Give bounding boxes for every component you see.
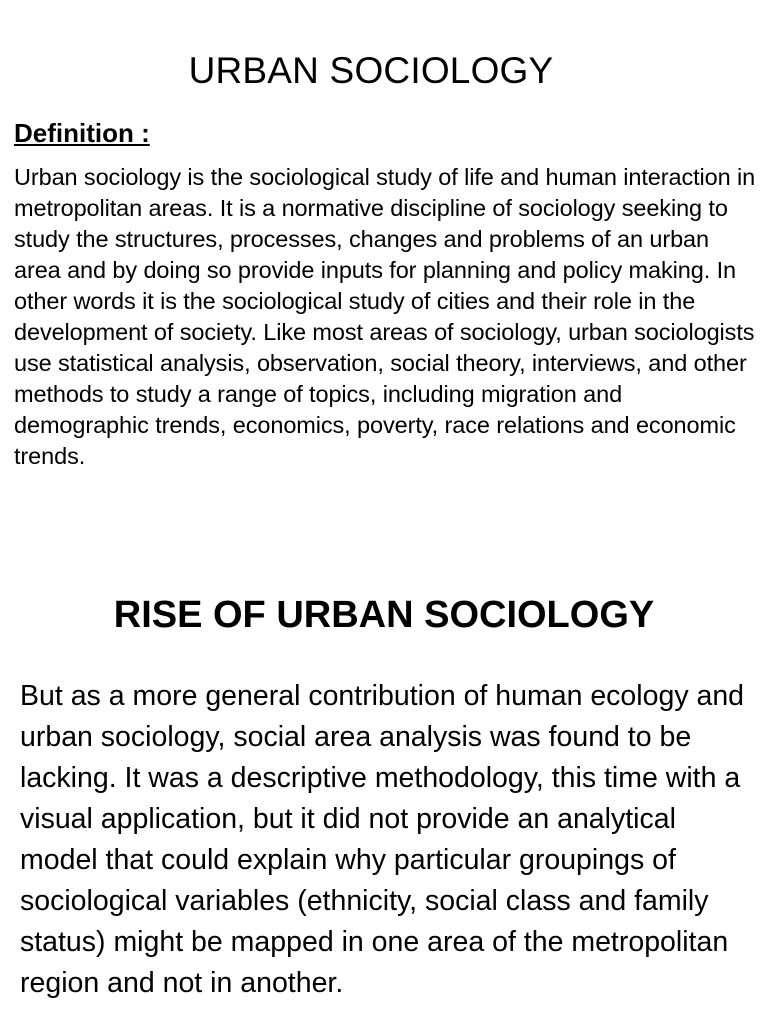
definition-text: Urban sociology is the sociological study of life and human interaction in metropolitan areas. It is a normative discipline of sociology seeking to study the structures, processes, changes and problems of an urban area and by doing so provide inputs for planning and policy making. In other words it is the sociological study of cities and their role in the development of society. Like most areas of sociology, urban sociologists use statistical analysis, observation, social theory, interviews, and other methods to study a range of topics, including migration and demographic trends, economics, poverty, race relations and economic trends. [14, 164, 756, 469]
slide-title: RISE OF URBAN SOCIOLOGY [113, 594, 655, 636]
slide-body-text: But as a more general contribution of human ecology and urban sociology, social area analysis was found to be lacking. It was a descriptive methodology, this time with a visual application, but it did not provide an analytical model that could explain why particular groupings of sociological variables (ethnicity, social class and family status) might be mapped in one area of the metropolitan region and not in another. [20, 680, 745, 999]
slide-rise-of-urban-sociology [0, 540, 768, 1024]
definition-heading: Definition : [14, 118, 150, 148]
slide-title: URBAN SOCIOLOGY [188, 50, 554, 91]
